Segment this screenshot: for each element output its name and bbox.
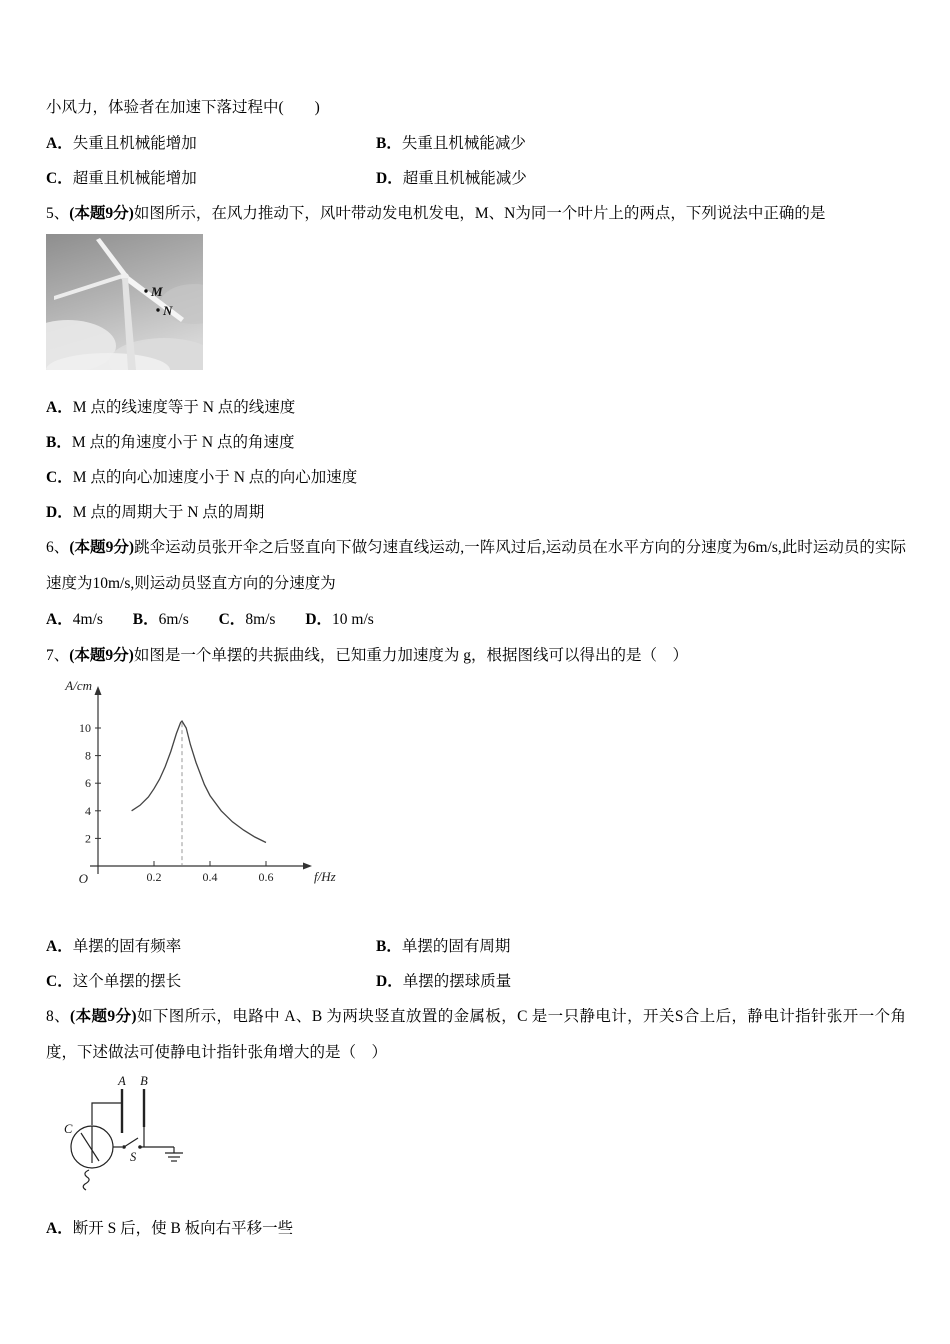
option-text: 失重且机械能减少 <box>401 135 526 152</box>
point-m-dot <box>144 289 147 292</box>
q4-options <box>46 126 906 196</box>
option-text: M 点的向心加速度小于 N 点的向心加速度 <box>72 469 358 486</box>
option-label: B． <box>376 938 402 955</box>
y-axis-arrow <box>95 686 102 695</box>
q8-stem-text: 如下图所示，电路中 A、B 为两块竖直放置的金属板，C 是一只静电计，开关S合上后，静电计指针张开一个角度，下述做法可使静电计指针张角增大的是（ ） <box>46 1008 906 1061</box>
option-text: M 点的角速度小于 N 点的角速度 <box>71 434 295 451</box>
q5-option-c <box>46 460 906 495</box>
point-m-label: M <box>151 284 163 299</box>
option-text: 这个单摆的摆长 <box>72 973 182 990</box>
q6-number: 6、 <box>46 539 70 556</box>
chart-ticks <box>79 721 274 884</box>
q6-option-d <box>305 611 373 628</box>
svg-text:0.6: 0.6 <box>258 870 274 884</box>
option-text: M 点的线速度等于 N 点的线速度 <box>72 399 296 416</box>
q7-option-b <box>376 929 906 964</box>
option-label: D． <box>376 170 403 187</box>
q5-options <box>46 390 906 530</box>
q6-points-tag: (本题9分) <box>69 539 135 556</box>
q5-option-b <box>46 425 906 460</box>
svg-text:0.2: 0.2 <box>146 870 162 884</box>
option-text: M 点的周期大于 N 点的周期 <box>72 504 265 521</box>
q6-option-a <box>46 611 103 628</box>
option-label: D． <box>305 611 333 628</box>
wind-turbine-figure <box>46 234 203 370</box>
svg-text:10: 10 <box>79 721 91 735</box>
q4-option-b <box>376 126 906 161</box>
option-label: A． <box>46 938 73 955</box>
q4-option-d <box>376 161 906 196</box>
electrometer-label: C <box>64 1122 73 1136</box>
q4-option-c <box>46 161 376 196</box>
wire-plate-a-to-electrometer <box>92 1103 122 1125</box>
option-text: 10 m/s <box>332 611 374 628</box>
option-label: A． <box>46 399 73 416</box>
option-label: D． <box>376 973 403 990</box>
option-label: A． <box>46 1220 73 1237</box>
q7-option-c <box>46 964 376 999</box>
option-text: 超重且机械能增加 <box>72 170 197 187</box>
option-label: B． <box>46 434 72 451</box>
plate-a-label: A <box>118 1074 126 1088</box>
origin-label: O <box>78 871 88 886</box>
q6-option-c <box>219 611 276 628</box>
electrometer-circuit-figure <box>52 1073 202 1195</box>
resonance-chart <box>58 678 348 893</box>
q5-stem-text: 如图所示，在风力推动下，风叶带动发电机发电，M、N为同一个叶片上的两点，下列说法中正确的是 <box>133 205 826 222</box>
point-n-label: N <box>163 303 173 318</box>
option-text: 6m/s <box>158 611 189 628</box>
ground-squiggle <box>83 1170 89 1190</box>
q7-option-d <box>376 964 906 999</box>
option-label: D． <box>46 504 73 521</box>
plate-b-label: B <box>140 1074 148 1088</box>
q6-options <box>46 602 906 638</box>
option-label: C． <box>218 611 246 628</box>
option-label: A． <box>46 135 73 152</box>
q5-option-d <box>46 495 906 530</box>
q7-stem-text: 如图是一个单摆的共振曲线，已知重力加速度为 g，根据图线可以得出的是（ ） <box>133 647 688 664</box>
q4-option-a <box>46 126 376 161</box>
q5-number: 5、 <box>46 205 70 222</box>
option-label: C． <box>46 170 73 187</box>
y-axis-label: A/cm <box>65 678 92 693</box>
q7-number: 7、 <box>46 647 70 664</box>
x-axis-label: f/Hz <box>314 869 336 884</box>
q5-points-tag: (本题9分) <box>69 205 134 222</box>
point-n-dot <box>156 308 159 311</box>
switch-blade <box>124 1138 138 1147</box>
chart-axes <box>90 692 304 874</box>
option-text: 断开 S 后，使 B 板向右平移一些 <box>72 1220 294 1237</box>
option-text: 单摆的固有频率 <box>72 938 182 955</box>
svg-text:0.4: 0.4 <box>202 870 218 884</box>
q7-option-a <box>46 929 376 964</box>
option-text: 8m/s <box>245 611 276 628</box>
svg-text:6: 6 <box>85 776 91 791</box>
option-label: A． <box>46 611 73 628</box>
q7-options <box>46 929 906 999</box>
electrometer-needle <box>81 1133 99 1161</box>
option-label: B． <box>132 611 159 628</box>
q7-stem <box>46 638 906 674</box>
q8-option-a <box>46 1211 906 1246</box>
option-text: 4m/s <box>72 611 103 628</box>
option-text: 单摆的摆球质量 <box>402 973 512 990</box>
q6-stem-text: 跳伞运动员张开伞之后竖直向下做匀速直线运动,一阵风过后,运动员在水平方向的分速度为6m/s,此时运动员的实际速度为10m/s,则运动员竖直方向的分速度为 <box>46 539 906 592</box>
option-text: 失重且机械能增加 <box>72 135 197 152</box>
resonance-curve <box>132 721 266 842</box>
q8-number: 8、 <box>46 1008 71 1025</box>
svg-text:4: 4 <box>85 803 91 818</box>
switch-contact-left <box>122 1145 126 1149</box>
q8-points-tag: (本题9分) <box>70 1008 137 1025</box>
q5-option-a <box>46 390 906 425</box>
svg-text:8: 8 <box>85 748 91 763</box>
q8-stem <box>46 999 906 1071</box>
x-axis-arrow <box>303 863 312 870</box>
q7-points-tag: (本题9分) <box>69 647 134 664</box>
switch-label: S <box>130 1150 137 1164</box>
option-label: C． <box>46 973 73 990</box>
q6-option-b <box>133 611 189 628</box>
switch-contact-right <box>138 1145 142 1149</box>
option-label: B． <box>376 135 402 152</box>
q4-intro-text: 小风力，体验者在加速下落过程中( ) <box>46 99 320 116</box>
option-text: 单摆的固有周期 <box>401 938 511 955</box>
q5-stem <box>46 196 906 232</box>
option-label: C． <box>46 469 73 486</box>
svg-text:2: 2 <box>85 831 91 846</box>
q6-stem <box>46 530 906 602</box>
option-text: 超重且机械能减少 <box>402 170 527 187</box>
